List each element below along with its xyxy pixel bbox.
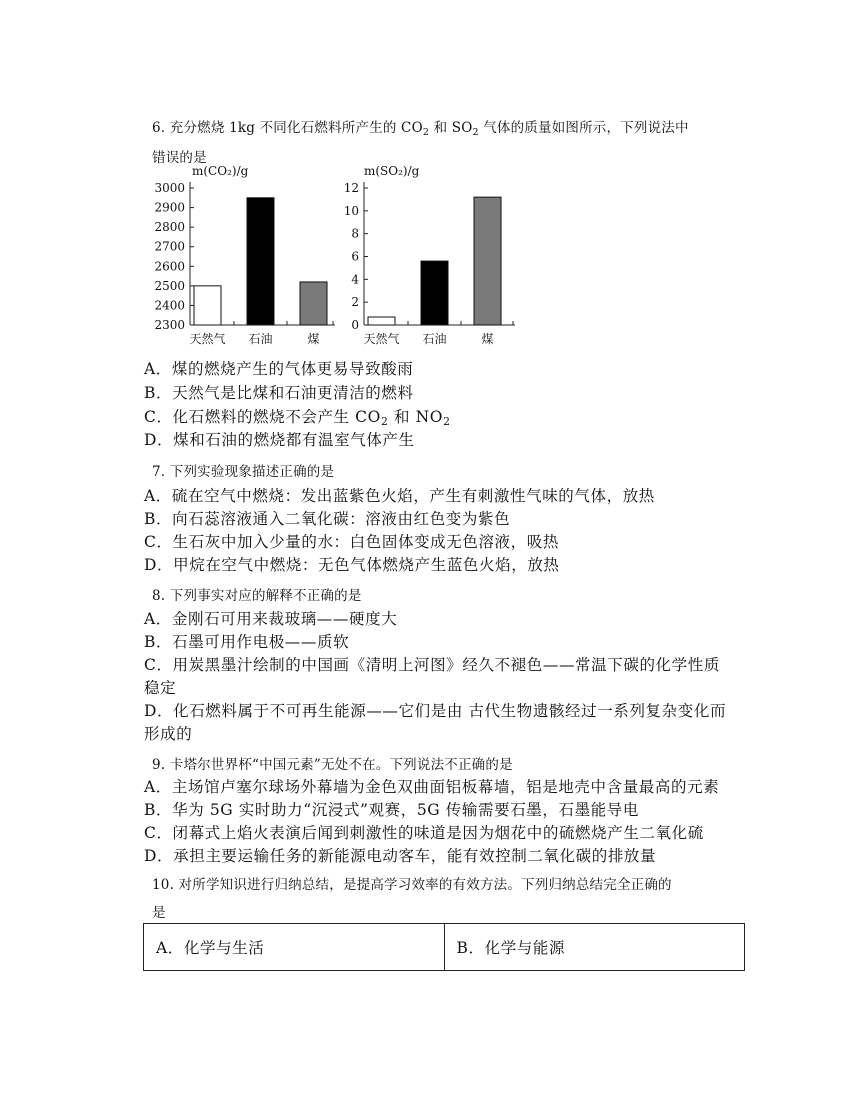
y-tick-label: 6 — [351, 249, 359, 264]
x-tick-label: 煤 — [307, 332, 320, 346]
q8-option-b: B．石墨可用作电极——质软 — [144, 633, 350, 651]
q6-stem-line1: 6. 充分燃烧 1kg 不同化石燃料所产生的 $CO_2$ 和 $SO_2$ 气体的质量如图所示，下列说法中 — [152, 120, 689, 138]
bar — [421, 261, 448, 325]
q9-option-a: A．主场馆卢塞尔球场外幕墙为金色双曲面铝板幕墙，铝是地壳中含量最高的元素 — [144, 778, 720, 796]
x-tick-label: 煤 — [481, 332, 494, 346]
y-tick-label: 2800 — [154, 220, 185, 235]
q7-option-c: C．生石灰中加入少量的水：白色固体变成无色溶液，吸热 — [144, 533, 559, 551]
x-tick-label: 石油 — [248, 332, 273, 346]
y-tick-label: 8 — [351, 226, 359, 241]
q7-option-a: A．硫在空气中燃烧：发出蓝紫色火焰，产生有刺激性气味的气体，放热 — [144, 487, 655, 505]
bar — [300, 282, 327, 325]
y-tick-label: 4 — [351, 272, 359, 287]
co2-bar-chart — [145, 160, 340, 350]
y-tick-label: 0 — [351, 318, 359, 332]
q7-stem: 7. 下列实验现象描述正确的是 — [152, 464, 335, 480]
q8-option-d-cont: 形成的 — [144, 725, 193, 743]
y-tick-label: 2900 — [154, 200, 185, 215]
bar — [474, 197, 501, 325]
y-tick-label: 10 — [343, 203, 359, 218]
so2-bar-chart — [340, 160, 520, 350]
bar — [194, 286, 221, 325]
q6-option-a: A．煤的燃烧产生的气体更易导致酸雨 — [144, 360, 414, 378]
y-tick-label: 2700 — [154, 239, 185, 254]
q9-option-d: D．承担主要运输任务的新能源电动客车，能有效控制二氧化碳的排放量 — [144, 847, 657, 865]
q7-option-b: B．向石蕊溶液通入二氧化碳：溶液由红色变为紫色 — [144, 510, 511, 528]
q10-table — [143, 923, 745, 971]
q8-option-d: D．化石燃料属于不可再生能源——它们是由 古代生物遗骸经过一系列复杂变化而 — [144, 702, 727, 720]
y-tick-label: 2400 — [154, 298, 185, 313]
q9-option-c: C．闭幕式上焰火表演后闻到刺激性的味道是因为烟花中的硫燃烧产生二氧化硫 — [144, 824, 704, 842]
q6-option-d: D．煤和石油的燃烧都有温室气体产生 — [144, 431, 415, 449]
y-tick-label: 2300 — [154, 318, 185, 332]
q9-option-b: B．华为 5G 实时助力“沉浸式”观赛，5G 传输需要石墨，石墨能导电 — [144, 801, 640, 819]
q8-option-c-cont: 稳定 — [144, 679, 177, 697]
table-cell-a: A．化学与生活 — [144, 924, 445, 971]
bar — [247, 198, 274, 325]
q8-option-c: C．用炭黑墨汁绘制的中国画《清明上河图》经久不褪色——常温下碳的化学性质 — [144, 656, 720, 674]
y-axis-label: m(SO₂)/g — [364, 164, 420, 178]
y-tick-label: 3000 — [154, 181, 185, 195]
y-tick-label: 2 — [351, 295, 359, 310]
y-tick-label: 12 — [343, 181, 359, 195]
q10-stem-line2: 是 — [152, 905, 166, 921]
q6-option-c: C．化石燃料的燃烧不会产生 CO2 和 NO2 — [144, 408, 451, 428]
q9-stem: 9. 卡塔尔世界杯“中国元素”无处不在。下列说法不正确的是 — [152, 757, 513, 773]
x-tick-label: 天然气 — [189, 332, 226, 346]
table-row — [144, 924, 745, 971]
y-tick-label: 2600 — [154, 259, 185, 274]
q8-option-a: A．金刚石可用来裁玻璃——硬度大 — [144, 610, 398, 628]
x-tick-label: 石油 — [422, 332, 447, 346]
x-tick-label: 天然气 — [363, 332, 400, 346]
table-cell-b: B．化学与能源 — [444, 924, 745, 971]
q10-stem-line1: 10. 对所学知识进行归纳总结，是提高学习效率的有效方法。下列归纳总结完全正确的 — [152, 877, 672, 893]
q6-option-b: B．天然气是比煤和石油更清洁的燃料 — [144, 384, 414, 402]
q8-stem: 8. 下列事实对应的解释不正确的是 — [152, 588, 362, 604]
y-axis-label: m(CO₂)/g — [192, 164, 249, 178]
q6-stem-line2: 错误的是 — [152, 150, 207, 166]
q7-option-d: D．甲烷在空气中燃烧：无色气体燃烧产生蓝色火焰，放热 — [144, 556, 560, 574]
y-tick-label: 2500 — [154, 278, 185, 293]
bar — [368, 317, 395, 325]
